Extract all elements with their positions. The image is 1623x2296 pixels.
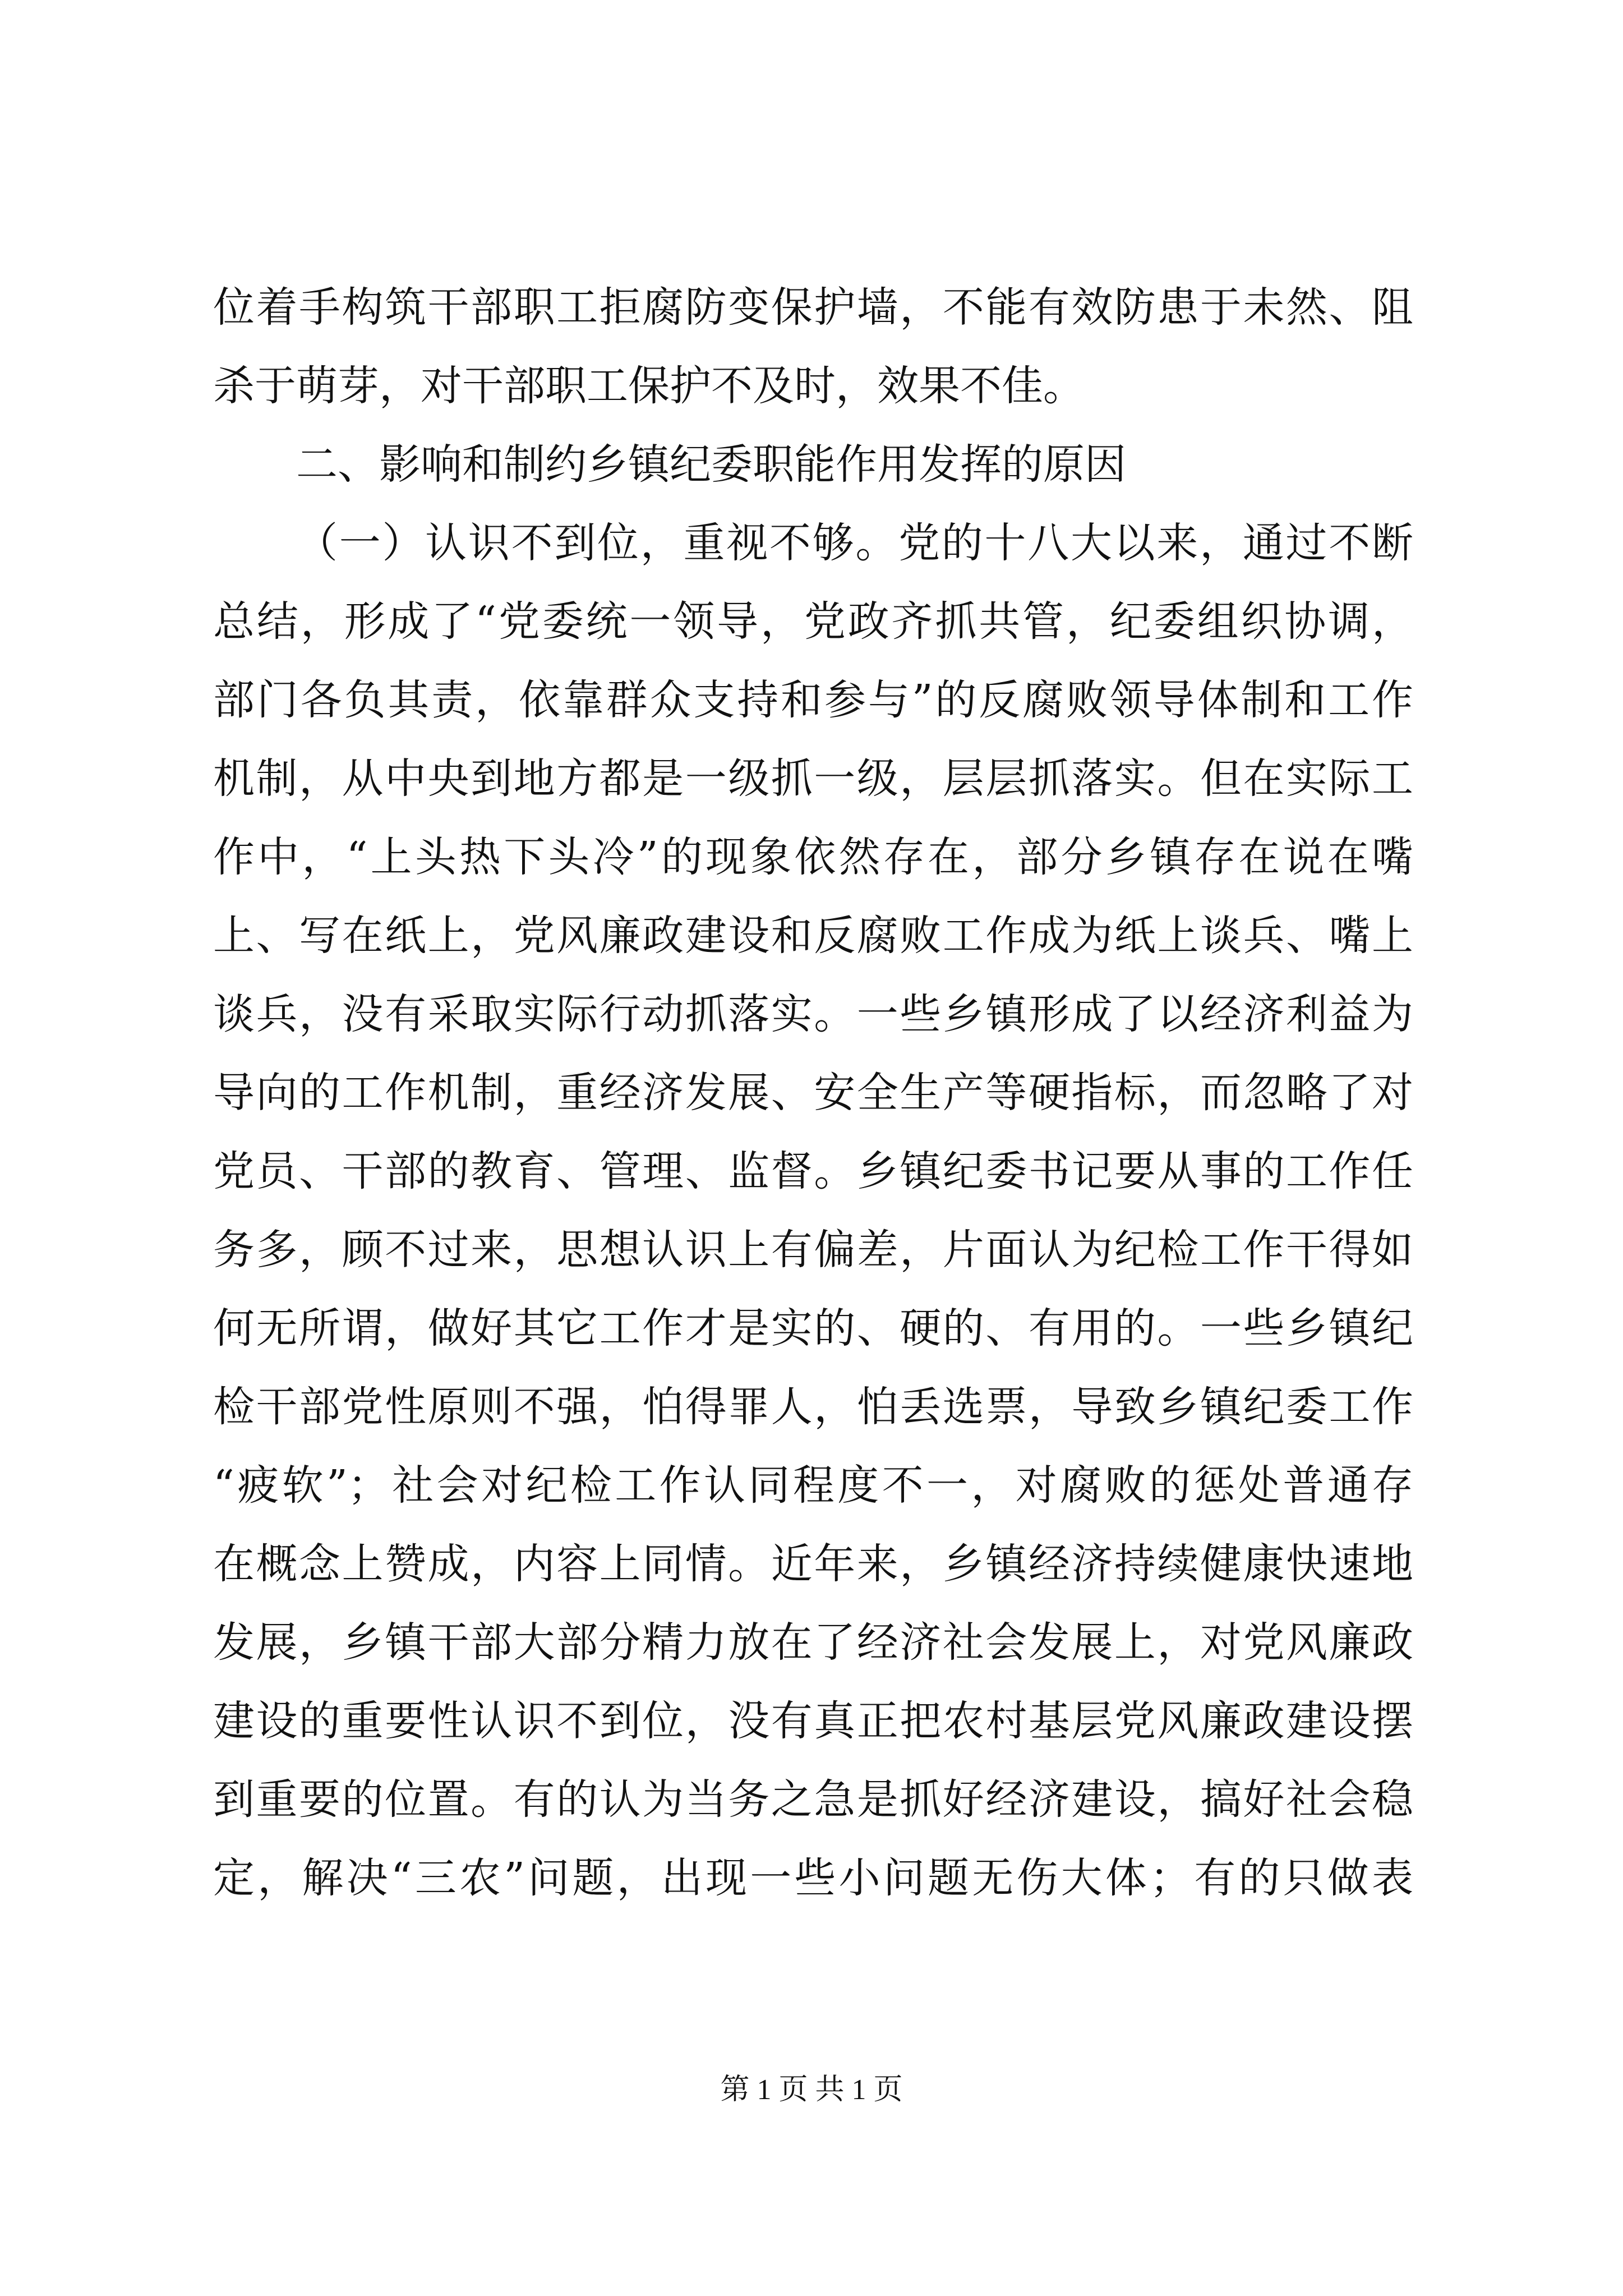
text-line: 何无所谓，做好其它工作才是实的、硬的、有用的。一些乡镇纪 bbox=[213, 1304, 1413, 1352]
text-line: 到重要的位置。有的认为当务之急是抓好经济建设，搞好社会稳 bbox=[213, 1775, 1413, 1824]
text-line: 谈兵，没有采取实际行动抓落实。一些乡镇形成了以经济利益为 bbox=[213, 990, 1413, 1038]
text-line: 建设的重要性认识不到位，没有真正把农村基层党风廉政建设摆 bbox=[213, 1697, 1413, 1745]
text-line: 导向的工作机制，重经济发展、安全生产等硬指标，而忽略了对 bbox=[213, 1069, 1413, 1117]
text-line: 机制，从中央到地方都是一级抓一级，层层抓落实。但在实际工 bbox=[213, 754, 1413, 803]
text-line: 务多，顾不过来，思想认识上有偏差，片面认为纪检工作干得如 bbox=[213, 1226, 1413, 1274]
text-line: 总结，形成了“党委统一领导，党政齐抓共管，纪委组织协调， bbox=[213, 597, 1413, 646]
text-line: 作中，“上头热下头冷”的现象依然存在，部分乡镇存在说在嘴 bbox=[213, 833, 1413, 881]
text-line: “疲软”；社会对纪检工作认同程度不一，对腐败的惩处普通存 bbox=[213, 1461, 1413, 1510]
text-line: 部门各负其责，依靠群众支持和参与”的反腐败领导体制和工作 bbox=[213, 676, 1413, 724]
text-line: 在概念上赞成，内容上同情。近年来，乡镇经济持续健康快速地 bbox=[213, 1540, 1413, 1588]
text-line: 发展，乡镇干部大部分精力放在了经济社会发展上，对党风廉政 bbox=[213, 1618, 1413, 1667]
text-line: （一）认识不到位，重视不够。党的十八大以来，通过不断 bbox=[296, 519, 1413, 567]
text-line: 检干部党性原则不强，怕得罪人，怕丢选票，导致乡镇纪委工作 bbox=[213, 1383, 1413, 1431]
text-line: 位着手构筑干部职工拒腐防变保护墙，不能有效防患于未然、阻 bbox=[213, 283, 1413, 332]
section-heading: 二、影响和制约乡镇纪委职能作用发挥的原因 bbox=[296, 440, 1126, 489]
document-body bbox=[213, 268, 1413, 1917]
text-line: 杀于萌芽，对干部职工保护不及时，效果不佳。 bbox=[213, 362, 1085, 410]
text-line: 党员、干部的教育、管理、监督。乡镇纪委书记要从事的工作任 bbox=[213, 1147, 1413, 1195]
text-line: 上、写在纸上，党风廉政建设和反腐败工作成为纸上谈兵、嘴上 bbox=[213, 912, 1413, 960]
text-line: 定，解决“三农”问题，出现一些小问题无伤大体；有的只做表 bbox=[213, 1854, 1413, 1902]
page-footer: 第 1 页 共 1 页 bbox=[720, 2074, 903, 2106]
